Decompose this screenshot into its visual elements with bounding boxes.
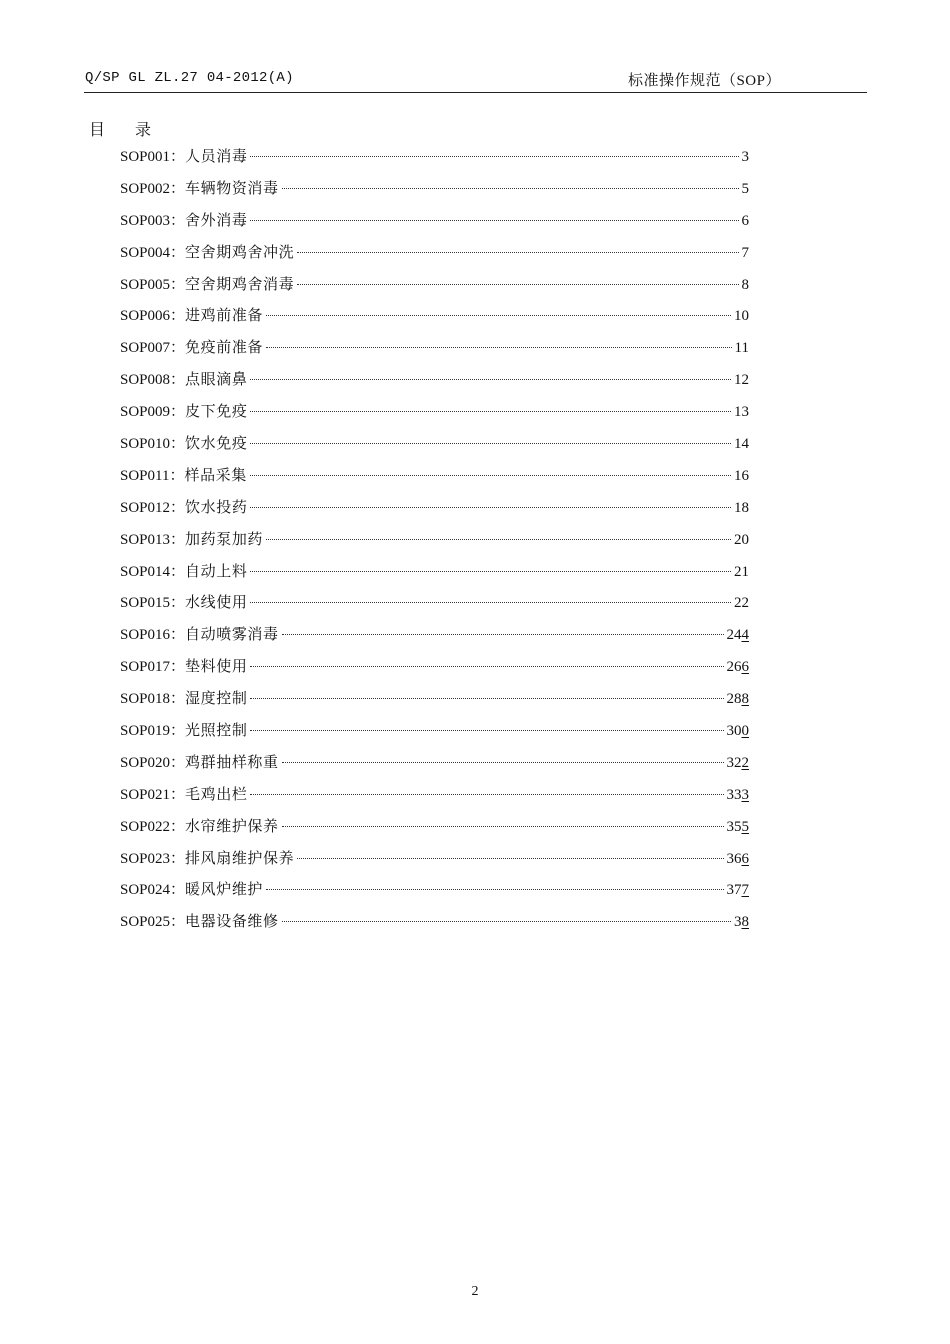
toc-entry-page-number: 3 bbox=[741, 149, 749, 165]
toc-entry[interactable] bbox=[120, 365, 749, 397]
toc-entry-page-revision: 8 bbox=[741, 691, 749, 708]
toc-entry[interactable] bbox=[120, 206, 749, 238]
toc-entry-page bbox=[735, 333, 749, 365]
toc-dot-leader bbox=[250, 666, 723, 667]
toc-entry-page bbox=[734, 461, 749, 493]
toc-entry-title: 人员消毒 bbox=[185, 149, 248, 165]
toc-entry[interactable] bbox=[120, 557, 749, 589]
toc-entry-title: 电器设备维修 bbox=[185, 914, 279, 931]
toc-entry-page bbox=[727, 620, 750, 652]
toc-entry-title: 排风扇维护保养 bbox=[185, 850, 295, 867]
toc-entry-title: 水线使用 bbox=[185, 595, 248, 612]
toc-entry-title: 光照控制 bbox=[185, 723, 248, 740]
toc-entry-page-number: 21 bbox=[734, 563, 749, 580]
toc-entry-page-number: 33 bbox=[726, 786, 742, 803]
toc-dot-leader bbox=[250, 156, 738, 157]
toc-dot-leader bbox=[250, 379, 731, 380]
toc-entry-page-number: 5 bbox=[741, 180, 749, 197]
toc-entry-code: SOP002： bbox=[120, 180, 186, 197]
toc-entry-title: 毛鸡出栏 bbox=[185, 786, 248, 803]
toc-entry-code: SOP019： bbox=[120, 723, 186, 740]
toc-entry-page bbox=[727, 844, 750, 876]
toc-entry-page bbox=[742, 270, 750, 302]
toc-dot-leader bbox=[266, 889, 723, 890]
toc-entry-code: SOP015： bbox=[120, 595, 186, 612]
toc-entry-code: SOP020： bbox=[120, 754, 186, 771]
toc-entry-title: 点眼滴鼻 bbox=[185, 372, 248, 389]
toc-entry-code: SOP005： bbox=[120, 276, 186, 293]
toc-entry-page bbox=[727, 780, 750, 812]
toc-entry-title: 加药泵加药 bbox=[185, 531, 264, 548]
toc-entry-page-number: 37 bbox=[726, 882, 742, 899]
toc-entry-code: SOP021： bbox=[120, 786, 186, 803]
toc-entry-page-revision: 4 bbox=[741, 627, 749, 644]
toc-entry-page bbox=[727, 875, 750, 907]
toc-entry-page-revision: 5 bbox=[741, 818, 749, 835]
toc-entry-code: SOP007： bbox=[120, 340, 186, 357]
toc-entry-title: 自动上料 bbox=[185, 563, 248, 580]
toc-entry-page bbox=[734, 493, 749, 525]
toc-entry-code: SOP024： bbox=[120, 882, 186, 899]
toc-entry-code: SOP009： bbox=[120, 404, 186, 421]
toc-entry-page bbox=[734, 365, 749, 397]
toc-heading: 目录 bbox=[89, 122, 182, 139]
toc-dot-leader bbox=[266, 347, 732, 348]
toc-entry-title: 进鸡前准备 bbox=[185, 308, 264, 325]
toc-entry[interactable] bbox=[120, 429, 749, 461]
toc-entry[interactable] bbox=[120, 174, 749, 206]
toc-entry[interactable] bbox=[120, 333, 749, 365]
toc-entry-page-number: 36 bbox=[726, 850, 742, 867]
toc-entry-page bbox=[742, 174, 750, 206]
toc-entry-code: SOP014： bbox=[120, 563, 186, 580]
toc-entry-title: 饮水投药 bbox=[185, 499, 248, 516]
toc-entry-page-number: 13 bbox=[734, 404, 749, 421]
toc-dot-leader bbox=[266, 539, 731, 540]
toc-dot-leader bbox=[250, 794, 723, 795]
toc-entry-code: SOP017： bbox=[120, 659, 186, 676]
toc-dot-leader bbox=[282, 826, 724, 827]
toc-entry-page-number: 8 bbox=[741, 276, 749, 293]
toc-dot-leader bbox=[250, 698, 723, 699]
toc-entry[interactable] bbox=[120, 716, 749, 748]
toc-entry-page bbox=[742, 142, 750, 174]
toc-entry-code: SOP003： bbox=[120, 212, 186, 229]
toc-dot-leader bbox=[297, 858, 723, 859]
toc-dot-leader bbox=[282, 634, 724, 635]
toc-entry-page bbox=[734, 429, 749, 461]
toc-entry[interactable] bbox=[120, 844, 749, 876]
toc-dot-leader bbox=[250, 730, 723, 731]
toc-entry[interactable] bbox=[120, 238, 749, 270]
toc-entry[interactable] bbox=[120, 397, 749, 429]
toc-entry-page bbox=[727, 812, 750, 844]
toc-dot-leader bbox=[250, 507, 731, 508]
toc-entry-page-number: 24 bbox=[726, 627, 742, 644]
toc-entry-page-number: 14 bbox=[734, 436, 749, 453]
toc-entry-page-number: 28 bbox=[726, 691, 742, 708]
toc-entry-code: SOP025： bbox=[120, 914, 186, 931]
toc-entry-page-number: 7 bbox=[741, 244, 749, 261]
toc-dot-leader bbox=[250, 220, 738, 221]
toc-entry-page-number: 35 bbox=[726, 818, 742, 835]
toc-entry-title: 水帘维护保养 bbox=[185, 818, 279, 835]
toc-entry-title: 皮下免疫 bbox=[185, 404, 248, 421]
toc-entry-page-number: 30 bbox=[726, 723, 742, 740]
toc-entry[interactable] bbox=[120, 748, 749, 780]
toc-entry-code: SOP006： bbox=[120, 308, 186, 325]
toc-entry-page-number: 10 bbox=[734, 308, 749, 325]
toc-dot-leader bbox=[266, 315, 731, 316]
toc-entry-title: 垫料使用 bbox=[185, 659, 248, 676]
toc-entry-page bbox=[742, 206, 750, 238]
toc-dot-leader bbox=[250, 571, 731, 572]
toc-entry[interactable] bbox=[120, 301, 749, 333]
toc-entry[interactable] bbox=[120, 684, 749, 716]
toc-entry-page-number: 18 bbox=[734, 499, 749, 516]
toc-entry-title: 样品采集 bbox=[184, 467, 247, 484]
toc-entry-title: 饮水免疫 bbox=[185, 436, 248, 453]
toc-entry-title: 空舍期鸡舍消毒 bbox=[185, 276, 295, 293]
toc-entry-page-revision: 8 bbox=[741, 914, 749, 931]
toc-dot-leader bbox=[297, 284, 738, 285]
toc-entry[interactable] bbox=[120, 461, 749, 493]
toc-entry-page bbox=[727, 684, 750, 716]
toc-entry-title: 鸡群抽样称重 bbox=[185, 754, 279, 771]
toc-entry-page-number: 32 bbox=[726, 754, 742, 771]
toc-entry-page-number: 3 bbox=[734, 914, 742, 931]
toc-dot-leader bbox=[250, 475, 731, 476]
toc-entry[interactable] bbox=[120, 525, 749, 557]
toc-entry-code: SOP012： bbox=[120, 499, 186, 516]
toc-entry[interactable] bbox=[120, 270, 749, 302]
toc-entry-page bbox=[734, 301, 749, 333]
toc-entry-code: SOP001： bbox=[120, 149, 186, 165]
toc-entry[interactable] bbox=[120, 812, 749, 844]
toc-entry-title: 免疫前准备 bbox=[185, 340, 264, 357]
toc-entry[interactable] bbox=[120, 588, 749, 620]
toc-entry-page-number: 12 bbox=[734, 372, 749, 389]
toc-entry-title: 暖风炉维护 bbox=[185, 882, 264, 899]
toc-entry-code: SOP008： bbox=[120, 372, 186, 389]
toc-entry-page bbox=[727, 652, 750, 684]
toc-entry-page bbox=[734, 525, 749, 557]
toc-entry-page-number: 16 bbox=[734, 467, 749, 484]
document-code: Q/SP GL ZL.27 04-2012(A) bbox=[85, 70, 294, 86]
toc-entry-code: SOP011： bbox=[120, 467, 185, 484]
toc-entry-code: SOP010： bbox=[120, 436, 186, 453]
toc-entry-title: 湿度控制 bbox=[185, 691, 248, 708]
toc-entry[interactable] bbox=[120, 875, 749, 907]
toc-entry-page bbox=[734, 397, 749, 429]
toc-dot-leader bbox=[250, 411, 731, 412]
toc-entry-code: SOP018： bbox=[120, 691, 186, 708]
toc-entry[interactable] bbox=[120, 142, 749, 174]
toc-entry-page-number: 26 bbox=[726, 659, 742, 676]
toc-entry-page bbox=[734, 907, 749, 939]
toc-entry-page-revision: 3 bbox=[741, 786, 749, 803]
toc-entry-code: SOP016： bbox=[120, 627, 186, 644]
toc-entry-code: SOP004： bbox=[120, 244, 186, 261]
toc-dot-leader bbox=[282, 188, 739, 189]
toc-entry-title: 车辆物资消毒 bbox=[185, 180, 279, 197]
toc-entry-page bbox=[742, 238, 750, 270]
toc-entry-page bbox=[734, 588, 749, 620]
toc-entry-page-revision: 6 bbox=[741, 659, 749, 676]
toc-entry[interactable] bbox=[120, 620, 749, 652]
toc-dot-leader bbox=[250, 443, 731, 444]
toc-entry[interactable] bbox=[120, 907, 749, 939]
toc-entry-code: SOP023： bbox=[120, 850, 186, 867]
toc-entry[interactable] bbox=[120, 780, 749, 812]
toc-dot-leader bbox=[282, 921, 731, 922]
toc-entry-page-number: 6 bbox=[741, 212, 749, 229]
toc-entry-title: 自动喷雾消毒 bbox=[185, 627, 279, 644]
toc-entry-page bbox=[727, 716, 750, 748]
toc-entry-code: SOP022： bbox=[120, 818, 186, 835]
toc-entry-title: 空舍期鸡舍冲洗 bbox=[185, 244, 295, 261]
toc-entry-page-number: 22 bbox=[734, 595, 749, 612]
toc-entry[interactable] bbox=[120, 493, 749, 525]
document-type: 标准操作规范（SOP） bbox=[627, 73, 781, 89]
table-of-contents bbox=[120, 142, 749, 939]
toc-dot-leader bbox=[297, 252, 738, 253]
toc-entry-title: 舍外消毒 bbox=[185, 212, 248, 229]
toc-entry-page-number: 20 bbox=[734, 531, 749, 548]
toc-entry-page bbox=[727, 748, 750, 780]
toc-entry-page-revision: 0 bbox=[741, 723, 749, 740]
toc-entry-page-revision: 2 bbox=[741, 754, 749, 771]
page-header bbox=[84, 66, 867, 93]
toc-entry[interactable] bbox=[120, 652, 749, 684]
toc-entry-page-revision: 7 bbox=[741, 882, 749, 899]
page-number: 2 bbox=[471, 1284, 479, 1299]
toc-entry-page-revision: 6 bbox=[741, 850, 749, 867]
toc-entry-code: SOP013： bbox=[120, 531, 186, 548]
toc-dot-leader bbox=[250, 602, 731, 603]
toc-entry-page bbox=[734, 557, 749, 589]
toc-entry-page-number: 11 bbox=[734, 340, 749, 357]
toc-dot-leader bbox=[282, 762, 724, 763]
